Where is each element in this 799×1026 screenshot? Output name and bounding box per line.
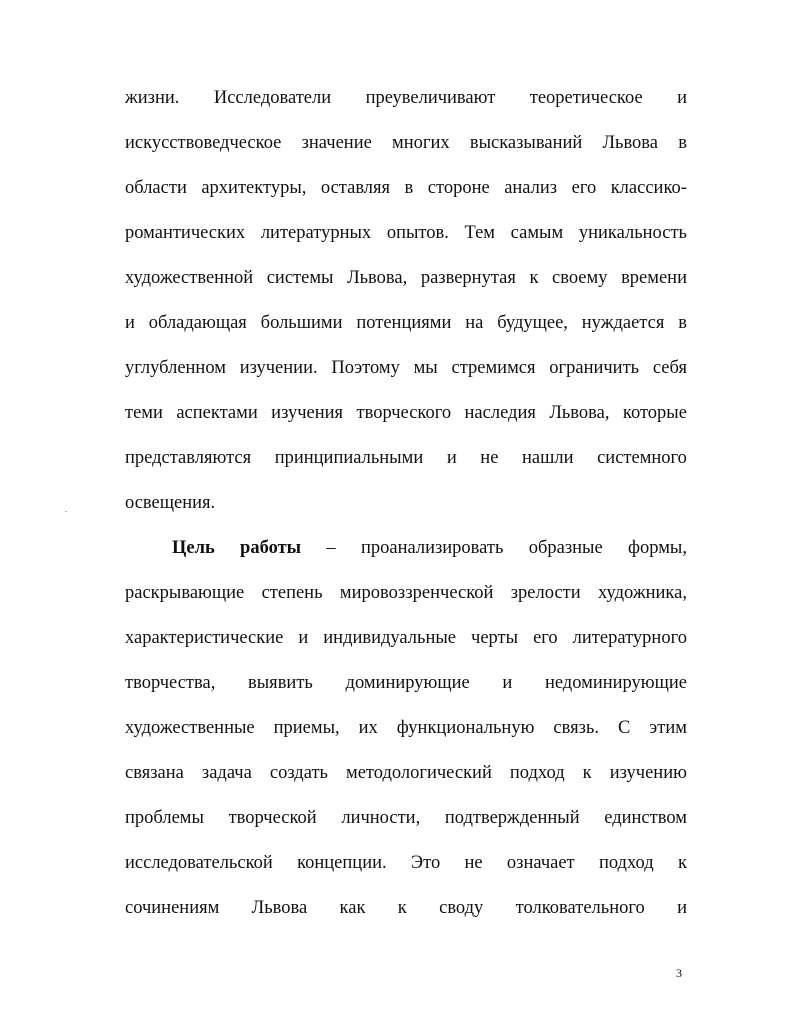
word: творческой xyxy=(228,808,317,828)
text-line xyxy=(125,267,687,289)
text-line xyxy=(125,672,687,694)
text-line xyxy=(125,177,687,199)
word: жизни. xyxy=(125,88,180,108)
word: освещения. xyxy=(125,493,216,513)
bold-term: работы xyxy=(240,538,302,558)
word: ограничить xyxy=(549,358,640,378)
text-line xyxy=(125,447,687,469)
word: к xyxy=(677,853,687,873)
word: будущее, xyxy=(497,313,568,333)
word: которые xyxy=(622,403,687,423)
word: Это xyxy=(410,853,441,873)
word: системы xyxy=(266,268,334,288)
word: обладающая xyxy=(148,313,247,333)
word: их xyxy=(358,718,378,738)
word: к xyxy=(582,763,592,783)
word: творческого xyxy=(356,403,452,423)
word: приемы, xyxy=(273,718,340,738)
word: черты xyxy=(471,628,519,648)
word: концепции. xyxy=(297,853,387,873)
word: архитектуры, xyxy=(201,178,307,198)
word: стороне xyxy=(427,178,490,198)
word: и xyxy=(502,673,513,693)
word: мировоззренческой xyxy=(339,583,494,603)
text-line xyxy=(125,87,687,109)
word: мы xyxy=(413,358,438,378)
word: подтвержденный xyxy=(444,808,580,828)
word: подход xyxy=(598,853,654,873)
word: задача xyxy=(201,763,252,783)
word: не xyxy=(464,853,483,873)
text-line xyxy=(125,402,687,424)
word: значение xyxy=(301,133,372,153)
word: самым xyxy=(510,223,564,243)
word: нуждается xyxy=(581,313,665,333)
word: зрелости xyxy=(510,583,581,603)
word: недоминирующие xyxy=(544,673,687,693)
word: времени xyxy=(621,268,687,288)
word: себя xyxy=(652,358,687,378)
word: литературных xyxy=(260,223,372,243)
word: романтических xyxy=(125,223,246,243)
word: создать xyxy=(269,763,328,783)
word: индивидуальные xyxy=(323,628,457,648)
word: художника, xyxy=(598,583,687,603)
bold-term: Цель xyxy=(172,538,215,558)
text-line xyxy=(125,312,687,334)
word: – xyxy=(326,538,336,558)
word: большими xyxy=(260,313,343,333)
word: Львова, xyxy=(347,268,408,288)
word: степень xyxy=(261,583,323,603)
text-line xyxy=(125,222,687,244)
word: формы, xyxy=(627,538,687,558)
word: как xyxy=(339,898,366,918)
word: связь. xyxy=(553,718,599,738)
word: анализ xyxy=(504,178,558,198)
word: в xyxy=(678,313,687,333)
word: личности, xyxy=(341,808,421,828)
word: Львова xyxy=(251,898,308,918)
word: литературного xyxy=(572,628,687,648)
word: уникальность xyxy=(578,223,687,243)
word: означает xyxy=(506,853,575,873)
word: художественные xyxy=(125,718,255,738)
word: своему xyxy=(552,268,608,288)
text-line xyxy=(125,357,687,379)
word: оставляя xyxy=(320,178,391,198)
text-line xyxy=(125,897,687,919)
word: Поэтому xyxy=(331,358,400,378)
word: Исследователи xyxy=(213,88,332,108)
word: в xyxy=(404,178,414,198)
word: классико- xyxy=(610,178,687,198)
word: и xyxy=(446,448,457,468)
word: и xyxy=(677,88,687,108)
word: его xyxy=(533,628,558,648)
word: изучения xyxy=(271,403,344,423)
word: функциональную xyxy=(396,718,535,738)
word: в xyxy=(678,133,687,153)
word: области xyxy=(125,178,187,198)
word: выявить xyxy=(248,673,313,693)
word: Львова xyxy=(602,133,659,153)
word: доминирующие xyxy=(345,673,470,693)
word: художественной xyxy=(125,268,254,288)
page-number: 3 xyxy=(676,966,682,980)
word: методологический xyxy=(346,763,492,783)
text-line xyxy=(125,762,687,784)
word: проблемы xyxy=(125,808,204,828)
text-line xyxy=(125,492,687,514)
word: не xyxy=(480,448,499,468)
scan-artifact xyxy=(65,511,67,512)
word: Львова, xyxy=(549,403,610,423)
word: потенциями xyxy=(356,313,452,333)
word: теоретическое xyxy=(529,88,643,108)
word: наследия xyxy=(464,403,536,423)
word: творчества, xyxy=(125,673,216,693)
word: характеристические xyxy=(125,628,284,648)
word: к xyxy=(529,268,539,288)
word: развернутая xyxy=(420,268,516,288)
word: к xyxy=(397,898,407,918)
word: нашли xyxy=(522,448,574,468)
word: этим xyxy=(649,718,687,738)
word: изучении. xyxy=(239,358,318,378)
word: толковательного xyxy=(515,898,645,918)
word: единством xyxy=(604,808,687,828)
word: связана xyxy=(125,763,184,783)
word: и xyxy=(125,313,135,333)
text-line xyxy=(125,582,687,604)
word: и xyxy=(298,628,309,648)
word: сочинениям xyxy=(125,898,220,918)
word: углубленном xyxy=(125,358,226,378)
text-line xyxy=(125,852,687,874)
word: раскрывающие xyxy=(125,583,245,603)
word: и xyxy=(677,898,687,918)
word: стремимся xyxy=(451,358,536,378)
word: опытов. xyxy=(386,223,449,243)
text-line xyxy=(125,132,687,154)
word: подход xyxy=(509,763,565,783)
word: С xyxy=(617,718,631,738)
word: изучению xyxy=(609,763,687,783)
word: своду xyxy=(439,898,484,918)
word: аспектами xyxy=(176,403,258,423)
word: Тем xyxy=(464,223,496,243)
word: искусствоведческое xyxy=(125,133,282,153)
word: представляются xyxy=(125,448,252,468)
text-line xyxy=(172,537,687,559)
word: системного xyxy=(597,448,687,468)
word: теми xyxy=(125,403,163,423)
word: проанализировать xyxy=(360,538,504,558)
word: на xyxy=(465,313,484,333)
word: высказываний xyxy=(469,133,583,153)
text-line xyxy=(125,807,687,829)
text-line xyxy=(125,627,687,649)
word: принципиальными xyxy=(274,448,424,468)
word: преувеличивают xyxy=(365,88,496,108)
word: образные xyxy=(528,538,603,558)
word: его xyxy=(571,178,597,198)
text-line xyxy=(125,717,687,739)
word: многих xyxy=(392,133,450,153)
word: исследовательской xyxy=(125,853,273,873)
